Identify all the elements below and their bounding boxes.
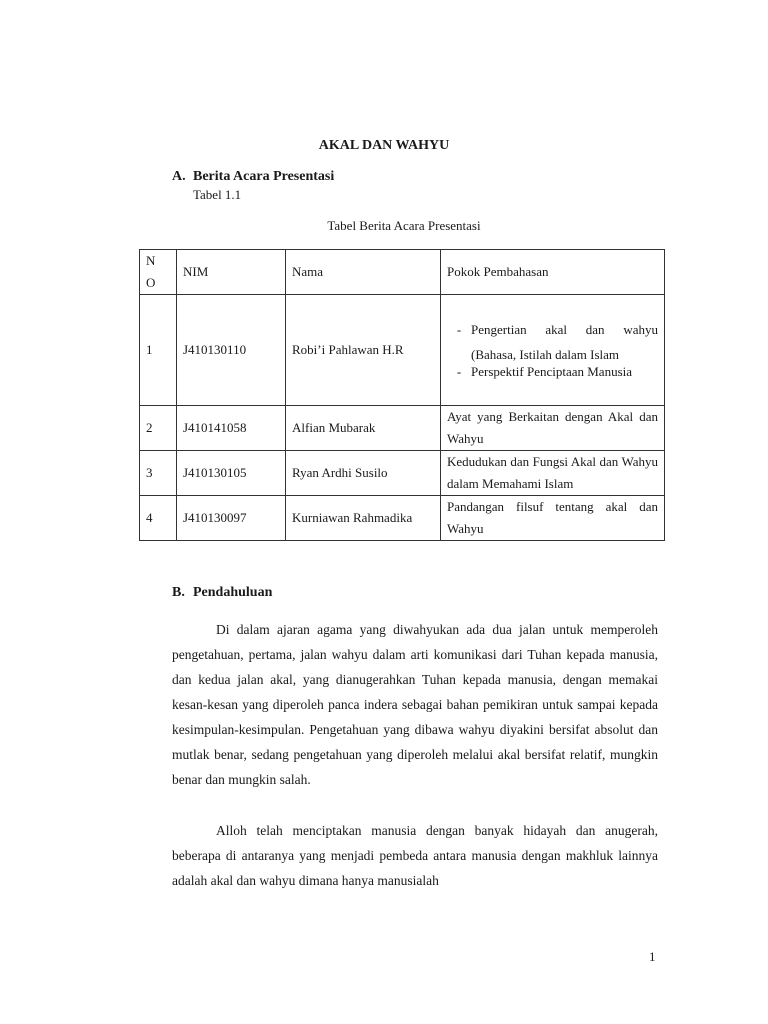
table-number: Tabel 1.1 bbox=[193, 187, 242, 202]
page-number: 1 bbox=[649, 949, 656, 964]
row-pokok: Pandangan filsuf tentang akal dan Wahyu bbox=[441, 496, 665, 541]
header-pokok: Pokok Pembahasan bbox=[441, 250, 665, 295]
section-a-heading bbox=[172, 169, 334, 185]
row-no: 3 bbox=[140, 451, 177, 496]
section-a-title: Berita Acara Presentasi bbox=[193, 169, 335, 184]
row-nim: J410130110 bbox=[177, 295, 286, 406]
row-nim: J410130105 bbox=[177, 451, 286, 496]
header-no bbox=[140, 250, 177, 295]
table-row bbox=[140, 451, 665, 496]
row-nim: J410130097 bbox=[177, 496, 286, 541]
row-nama: Robi’i Pahlawan H.R bbox=[286, 295, 441, 406]
table-row bbox=[140, 295, 665, 406]
header-nim: NIM bbox=[177, 250, 286, 295]
table-header-row bbox=[140, 250, 665, 295]
header-no-line1: N bbox=[146, 253, 156, 268]
section-b-title: Pendahuluan bbox=[193, 585, 273, 600]
row-pokok bbox=[441, 295, 665, 406]
paragraph-text: Di dalam ajaran agama yang diwahyukan ada dua jalan untuk memperoleh pengetahuan, pertama, jalan wahyu dalam arti komunikasi dari Tuhan kepada manusia, dan kedua jalan akal, yang dianugerahkan Tuhan kepada manusia, dengan memakai kesan-kesan yang diperoleh panca indera sebagai bahan pemikiran untuk sampai kepada kesimpulan-kesimpulan. Pengetahuan yang dibawa wahyu diyakini bersifat absolut dan mutlak benar, sedang pengetahuan yang diperoleh melalui akal bersifat relatif, mungkin benar dan mungkin salah. bbox=[172, 622, 658, 787]
row-pokok: Kedudukan dan Fungsi Akal dan Wahyu dalam Memahami Islam bbox=[441, 451, 665, 496]
table-row bbox=[140, 496, 665, 541]
bullet-text: Pengertian akal dan wahyu (Bahasa, Istilah dalam Islam bbox=[471, 321, 658, 362]
presentation-table bbox=[139, 249, 665, 541]
header-nama: Nama bbox=[286, 250, 441, 295]
table-caption: Tabel Berita Acara Presentasi bbox=[327, 218, 481, 233]
table-row bbox=[140, 406, 665, 451]
row-no: 4 bbox=[140, 496, 177, 541]
bullet-dash: - bbox=[456, 321, 462, 337]
section-b-number: B. bbox=[172, 585, 185, 600]
section-a-number: A. bbox=[172, 169, 186, 184]
row-nama: Ryan Ardhi Susilo bbox=[286, 451, 441, 496]
paragraph bbox=[172, 617, 658, 792]
document-title: AKAL DAN WAHYU bbox=[318, 138, 450, 153]
header-no-line2: O bbox=[146, 275, 156, 290]
row-nama: Alfian Mubarak bbox=[286, 406, 441, 451]
bullet-text: Perspektif Penciptaan Manusia bbox=[471, 363, 633, 379]
row-pokok: Ayat yang Berkaitan dengan Akal dan Wahyu bbox=[441, 406, 665, 451]
bullet-item bbox=[447, 359, 658, 384]
section-b-heading bbox=[172, 585, 272, 601]
row-no: 1 bbox=[140, 295, 177, 406]
row-nim: J410141058 bbox=[177, 406, 286, 451]
row-nama: Kurniawan Rahmadika bbox=[286, 496, 441, 541]
bullet-dash: - bbox=[456, 363, 462, 379]
row-no: 2 bbox=[140, 406, 177, 451]
paragraph bbox=[172, 818, 658, 893]
paragraph-text: Alloh telah menciptakan manusia dengan banyak hidayah dan anugerah, beberapa di antaranya yang menjadi pembeda antara manusia dengan makhluk lainnya adalah akal dan wahyu dimana hanya manusialah bbox=[172, 823, 658, 888]
